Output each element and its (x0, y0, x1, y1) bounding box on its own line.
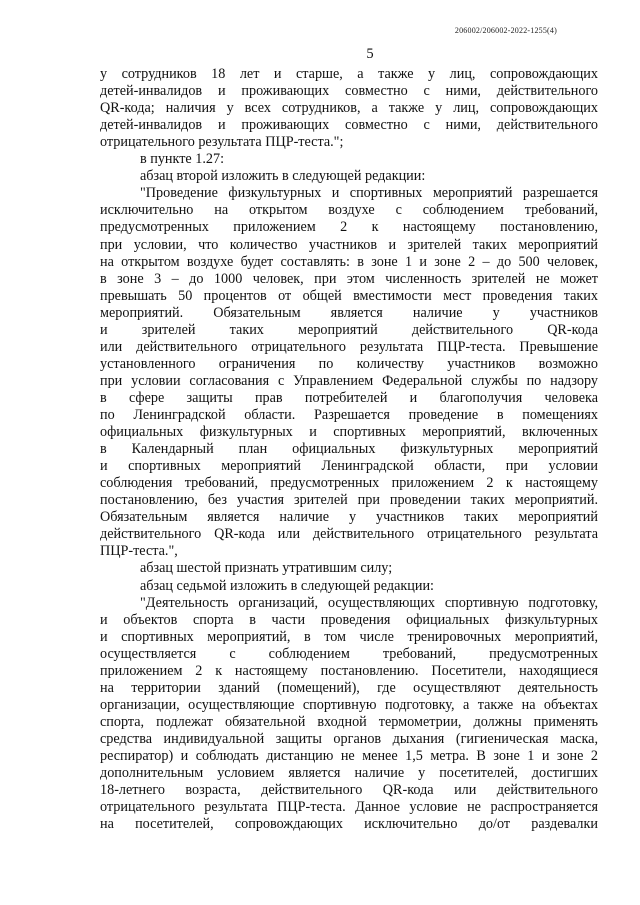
text-line: в зоне 3 – до 1000 человек, при этом численность зрителей не может (100, 270, 598, 287)
text-line: по Ленинградской области. Разрешается проведение в помещениях (100, 407, 598, 423)
text-line: дополнительным условием является наличие у посетителей, достигших (100, 765, 598, 782)
text-line: или действительного отрицательного результата ПЦР-теста. Превышение (100, 338, 598, 355)
text-line: на посетителей, сопровождающих исключительно до/от раздевалки (100, 816, 598, 833)
text-line: действительного QR-кода или действительного отрицательного результата (100, 526, 598, 543)
text-line: при условии согласования с Управлением Федеральной службы по надзору (100, 372, 598, 389)
text-line: при условии, что количество участников и зрителей таких мероприятий (100, 236, 598, 253)
text-line: Обязательным является наличие у участников таких мероприятий (100, 509, 598, 526)
text-line: у сотрудников 18 лет и старше, а также у лиц, сопровождающих (100, 66, 598, 82)
text-line: исключительно на открытом воздухе с соблюдением требований, (100, 202, 598, 219)
text-line: в сфере защиты прав потребителей и благополучия человека (100, 389, 598, 406)
text-line: абзац седьмой изложить в следующей редакции: (140, 577, 435, 594)
text-line: абзац шестой признать утратившим силу; (140, 560, 393, 577)
text-line: и объектов спорта в части проведения официальных физкультурных (100, 611, 598, 628)
text-line: респиратор) и соблюдать дистанцию не менее 1,5 метра. В зоне 1 и зоне 2 (100, 748, 598, 764)
text-line: установленного ограничения по количеству участников возможно (100, 355, 598, 372)
text-line: мероприятий. Обязательным является наличие у участников (100, 304, 598, 321)
text-line: детей-инвалидов и проживающих совместно с ними, действительного (100, 117, 598, 134)
text-line: 18-летнего возраста, действительного QR-кода или действительного (100, 782, 598, 799)
text-line: официальных физкультурных и спортивных мероприятий, включенных (100, 424, 598, 441)
text-line: ПЦР-теста.", (100, 543, 178, 560)
text-line: превышать 50 процентов от общей вместимости мест проведения таких (100, 287, 598, 304)
text-line: в Календарный план официальных физкультурных мероприятий (100, 441, 598, 458)
document-id: 206002/206002-2022-1255(4) (454, 26, 557, 35)
text-line: организации, осуществляющие спортивную подготовку, а также на объектах (100, 696, 598, 713)
text-line: отрицательного результата ПЦР-теста."; (100, 134, 344, 151)
text-line: "Деятельность организаций, осуществляющих спортивную подготовку, (140, 594, 598, 611)
text-line: отрицательного результата ПЦР-теста. Данное условие не распространяется (100, 799, 598, 816)
text-line: детей-инвалидов и проживающих совместно с ними, действительного (100, 83, 598, 100)
text-line: приложением 2 к настоящему постановлению. Посетители, находящиеся (100, 662, 598, 679)
text-line: предусмотренных приложением 2 к настоящему постановлению, (100, 219, 598, 236)
text-line: и спортивных мероприятий Ленинградской области, при условии (100, 458, 598, 475)
text-line: спорта, подлежат обязательной входной термометрии, должны применять (100, 713, 598, 730)
text-line: и спортивных мероприятий, в том числе тренировочных мероприятий, (100, 628, 598, 645)
text-line: в пункте 1.27: (140, 151, 225, 168)
text-line: QR-кода; наличия у всех сотрудников, а также у лиц, сопровождающих (100, 100, 598, 117)
text-line: на открытом воздухе будет составлять: в зоне 1 и зоне 2 – до 500 человек, (100, 253, 598, 270)
text-line: постановлению, без участия зрителей при проведении таких мероприятий. (100, 492, 598, 509)
text-line: средства индивидуальной защиты органов дыхания (гигиеническая маска, (100, 730, 598, 747)
text-line: соблюдения требований, предусмотренных приложением 2 к настоящему (100, 475, 598, 492)
page-number: 5 (366, 46, 374, 62)
text-line: и зрителей таких мероприятий действительного QR-кода (100, 321, 598, 338)
text-line: осуществляется с соблюдением требований, предусмотренных (100, 645, 598, 662)
text-line: "Проведение физкультурных и спортивных мероприятий разрешается (140, 185, 598, 202)
text-line: на территории зданий (помещений), где осуществляют деятельность (100, 679, 598, 696)
text-line: абзац второй изложить в следующей редакции: (140, 168, 426, 185)
